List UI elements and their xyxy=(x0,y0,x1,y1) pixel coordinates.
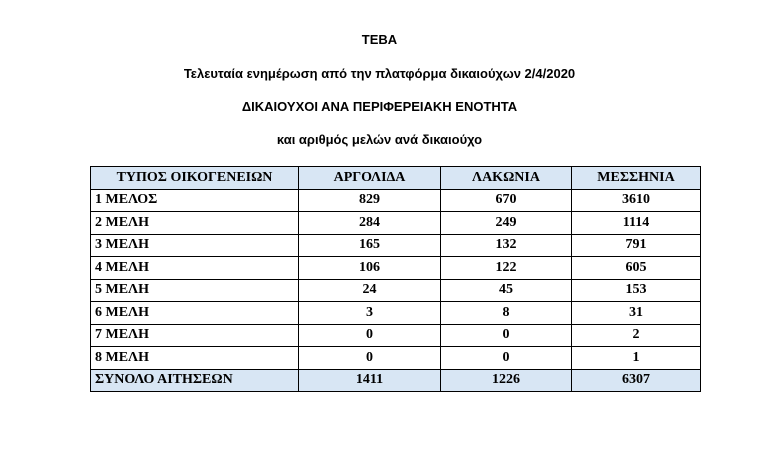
row-label: 8 ΜΕΛΗ xyxy=(91,347,299,370)
cell-messinia: 791 xyxy=(572,234,701,257)
document-title: ΤΕΒΑ xyxy=(361,32,398,47)
column-header-lakonia: ΛΑΚΩΝΙΑ xyxy=(441,167,572,190)
table-row xyxy=(91,302,701,325)
cell-messinia: 1114 xyxy=(572,212,701,235)
total-messinia: 6307 xyxy=(572,369,701,392)
cell-messinia: 605 xyxy=(572,257,701,280)
cell-messinia: 1 xyxy=(572,347,701,370)
cell-argolida: 106 xyxy=(299,257,441,280)
beneficiaries-table xyxy=(90,166,701,392)
total-argolida: 1411 xyxy=(299,369,441,392)
row-label: 7 ΜΕΛΗ xyxy=(91,324,299,347)
cell-argolida: 24 xyxy=(299,279,441,302)
cell-lakonia: 45 xyxy=(441,279,572,302)
column-header-argolida: ΑΡΓΟΛΙΔΑ xyxy=(299,167,441,190)
cell-messinia: 3610 xyxy=(572,189,701,212)
total-row xyxy=(91,369,701,392)
table-row xyxy=(91,212,701,235)
table-row xyxy=(91,234,701,257)
table-row xyxy=(91,257,701,280)
cell-lakonia: 132 xyxy=(441,234,572,257)
table-row xyxy=(91,324,701,347)
cell-messinia: 2 xyxy=(572,324,701,347)
total-lakonia: 1226 xyxy=(441,369,572,392)
row-label: 3 ΜΕΛΗ xyxy=(91,234,299,257)
table-row xyxy=(91,279,701,302)
row-label: 6 ΜΕΛΗ xyxy=(91,302,299,325)
cell-messinia: 31 xyxy=(572,302,701,325)
subtitle: ΔΙΚΑΙΟΥΧΟΙ ΑΝΑ ΠΕΡΙΦΕΡΕΙΑΚΗ ΕΝΟΤΗΤΑ xyxy=(241,99,518,114)
table-row xyxy=(91,347,701,370)
cell-lakonia: 122 xyxy=(441,257,572,280)
cell-lakonia: 670 xyxy=(441,189,572,212)
row-label: 1 ΜΕΛΟΣ xyxy=(91,189,299,212)
column-header-messinia: ΜΕΣΣΗΝΙΑ xyxy=(572,167,701,190)
total-label: ΣΥΝΟΛΟ ΑΙΤΗΣΕΩΝ xyxy=(91,369,299,392)
row-label: 4 ΜΕΛΗ xyxy=(91,257,299,280)
cell-argolida: 284 xyxy=(299,212,441,235)
cell-lakonia: 8 xyxy=(441,302,572,325)
cell-messinia: 153 xyxy=(572,279,701,302)
cell-argolida: 829 xyxy=(299,189,441,212)
row-label: 2 ΜΕΛΗ xyxy=(91,212,299,235)
cell-lakonia: 0 xyxy=(441,324,572,347)
cell-lakonia: 249 xyxy=(441,212,572,235)
cell-argolida: 3 xyxy=(299,302,441,325)
column-header-family-type: ΤΥΠΟΣ ΟΙΚΟΓΕΝΕΙΩΝ xyxy=(91,167,299,190)
cell-argolida: 0 xyxy=(299,347,441,370)
table-header-row xyxy=(91,167,701,190)
row-label: 5 ΜΕΛΗ xyxy=(91,279,299,302)
update-line: Τελευταία ενημέρωση από την πλατφόρμα δικαιούχων 2/4/2020 xyxy=(183,66,576,81)
cell-argolida: 165 xyxy=(299,234,441,257)
subtitle-members: και αριθμός μελών ανά δικαιούχο xyxy=(276,132,483,147)
cell-lakonia: 0 xyxy=(441,347,572,370)
cell-argolida: 0 xyxy=(299,324,441,347)
table-row xyxy=(91,189,701,212)
